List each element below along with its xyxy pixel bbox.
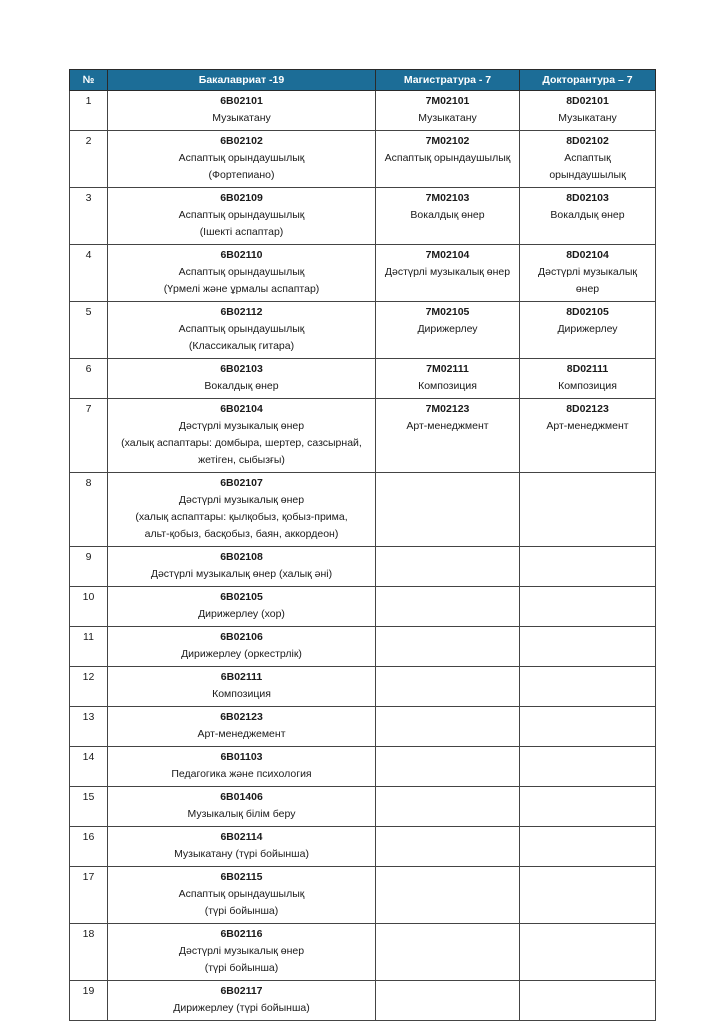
master-cell: [376, 787, 520, 827]
row-number: 7: [70, 399, 108, 473]
row-number: 3: [70, 188, 108, 245]
doctorate-cell: [520, 399, 656, 473]
master-cell: [376, 302, 520, 359]
doctorate-code: 8D02123: [566, 403, 609, 415]
bachelor-code: 6В02117: [220, 985, 263, 997]
doctorate-cell: [520, 924, 656, 981]
bachelor-name: Дирижерлеу (түрі бойынша): [173, 1002, 310, 1014]
doctorate-cell: [520, 667, 656, 707]
bachelor-cell: [108, 667, 376, 707]
doctorate-code: 8D02103: [566, 192, 609, 204]
table-body: [70, 91, 656, 1021]
bachelor-name: Аспаптық орындаушылық (Ішекті аспаптар): [178, 209, 305, 238]
bachelor-code: 6В02102: [220, 135, 263, 147]
master-code: 7М02101: [425, 95, 470, 107]
doctorate-cell: [520, 587, 656, 627]
header-master: Магистратура - 7: [376, 70, 520, 91]
master-code: 7М02103: [425, 192, 470, 204]
row-number: 13: [70, 707, 108, 747]
bachelor-code: 6В02114: [220, 831, 263, 843]
bachelor-code: 6В02123: [220, 711, 263, 723]
master-cell: [376, 587, 520, 627]
row-number: 9: [70, 547, 108, 587]
bachelor-code: 6В02108: [220, 551, 263, 563]
table-row: [70, 399, 656, 473]
bachelor-name: Композиция: [212, 688, 271, 700]
bachelor-cell: [108, 399, 376, 473]
master-cell: [376, 91, 520, 131]
table-row: [70, 302, 656, 359]
header-num: №: [70, 70, 108, 91]
bachelor-code: 6В02103: [220, 363, 263, 375]
doctorate-code: 8D02111: [566, 363, 609, 375]
table-row: [70, 131, 656, 188]
bachelor-cell: [108, 747, 376, 787]
doctorate-name: Аспаптық орындаушылық: [549, 152, 626, 181]
row-number: 11: [70, 627, 108, 667]
bachelor-name: Музыкалық білім беру: [187, 808, 296, 820]
doctorate-cell: [520, 188, 656, 245]
master-code: 7М02111: [426, 363, 469, 375]
bachelor-name: Дирижерлеу (оркестрлік): [181, 648, 302, 660]
table-row: [70, 747, 656, 787]
master-cell: [376, 359, 520, 399]
row-number: 17: [70, 867, 108, 924]
bachelor-code: 6В02109: [220, 192, 263, 204]
bachelor-cell: [108, 91, 376, 131]
master-cell: [376, 399, 520, 473]
bachelor-cell: [108, 188, 376, 245]
bachelor-cell: [108, 924, 376, 981]
bachelor-code: 6В02107: [220, 477, 263, 489]
master-cell: [376, 667, 520, 707]
bachelor-cell: [108, 981, 376, 1021]
master-cell: [376, 131, 520, 188]
doctorate-code: 8D02105: [566, 306, 609, 318]
row-number: 2: [70, 131, 108, 188]
table-row: [70, 707, 656, 747]
bachelor-cell: [108, 359, 376, 399]
bachelor-code: 6В02111: [220, 671, 263, 683]
doctorate-code: 8D02101: [566, 95, 609, 107]
bachelor-cell: [108, 707, 376, 747]
header-row: [70, 70, 656, 91]
table-row: [70, 981, 656, 1021]
row-number: 5: [70, 302, 108, 359]
table-row: [70, 924, 656, 981]
master-cell: [376, 827, 520, 867]
doctorate-name: Композиция: [558, 380, 617, 392]
doctorate-name: Арт-менеджмент: [546, 420, 629, 432]
table-row: [70, 587, 656, 627]
master-name: Дәстүрлі музыкалық өнер: [384, 266, 511, 278]
bachelor-name: Аспаптық орындаушылық (Классикалық гитара): [178, 323, 305, 352]
bachelor-name: Педагогика және психология: [171, 768, 312, 780]
doctorate-cell: [520, 707, 656, 747]
master-name: Вокалдық өнер: [410, 209, 485, 221]
bachelor-name: Дирижерлеу (хор): [198, 608, 285, 620]
doctorate-cell: [520, 547, 656, 587]
master-name: Арт-менеджмент: [406, 420, 489, 432]
master-name: Композиция: [418, 380, 477, 392]
bachelor-cell: [108, 627, 376, 667]
doctorate-name: Вокалдық өнер: [550, 209, 625, 221]
doctorate-cell: [520, 91, 656, 131]
bachelor-code: 6В01406: [220, 791, 263, 803]
bachelor-cell: [108, 245, 376, 302]
bachelor-cell: [108, 827, 376, 867]
bachelor-cell: [108, 473, 376, 547]
bachelor-name: Дәстүрлі музыкалық өнер (халық аспаптары: домбыра, шертер, сазсырнай, жетіген, сыбызғы): [121, 420, 362, 466]
bachelor-cell: [108, 787, 376, 827]
master-code: 7М02104: [425, 249, 470, 261]
bachelor-cell: [108, 867, 376, 924]
table-row: [70, 473, 656, 547]
doctorate-cell: [520, 787, 656, 827]
row-number: 10: [70, 587, 108, 627]
bachelor-code: 6В02112: [220, 306, 263, 318]
doctorate-cell: [520, 627, 656, 667]
header-doctorate: Докторантура – 7: [520, 70, 656, 91]
table-row: [70, 547, 656, 587]
bachelor-name: Вокалдық өнер: [204, 380, 279, 392]
doctorate-cell: [520, 302, 656, 359]
row-number: 15: [70, 787, 108, 827]
programs-table: [69, 69, 656, 1021]
master-cell: [376, 627, 520, 667]
bachelor-cell: [108, 547, 376, 587]
bachelor-code: 6В02106: [220, 631, 263, 643]
doctorate-name: Дәстүрлі музыкалық өнер: [538, 266, 637, 295]
row-number: 16: [70, 827, 108, 867]
master-cell: [376, 547, 520, 587]
doctorate-cell: [520, 359, 656, 399]
bachelor-name: Дәстүрлі музыкалық өнер (түрі бойынша): [178, 945, 305, 974]
row-number: 1: [70, 91, 108, 131]
bachelor-code: 6В02115: [220, 871, 263, 883]
bachelor-cell: [108, 302, 376, 359]
bachelor-code: 6В02105: [220, 591, 263, 603]
master-name: Аспаптық орындаушылық: [384, 152, 511, 164]
bachelor-name: Дәстүрлі музыкалық өнер (халық әні): [150, 568, 333, 580]
doctorate-code: 8D02104: [566, 249, 609, 261]
table-row: [70, 787, 656, 827]
doctorate-cell: [520, 131, 656, 188]
bachelor-name: Арт-менеджемент: [197, 728, 286, 740]
table-row: [70, 827, 656, 867]
row-number: 6: [70, 359, 108, 399]
master-cell: [376, 867, 520, 924]
table-row: [70, 667, 656, 707]
doctorate-cell: [520, 473, 656, 547]
master-cell: [376, 245, 520, 302]
table-row: [70, 359, 656, 399]
bachelor-name: Аспаптық орындаушылық (Фортепиано): [178, 152, 305, 181]
doctorate-cell: [520, 245, 656, 302]
bachelor-code: 6В02110: [220, 249, 263, 261]
bachelor-cell: [108, 587, 376, 627]
bachelor-code: 6В02116: [220, 928, 263, 940]
master-cell: [376, 707, 520, 747]
table-row: [70, 867, 656, 924]
header-bachelor: Бакалавриат -19: [108, 70, 376, 91]
bachelor-name: Аспаптық орындаушылық (түрі бойынша): [178, 888, 305, 917]
table-row: [70, 245, 656, 302]
row-number: 4: [70, 245, 108, 302]
table-row: [70, 188, 656, 245]
row-number: 14: [70, 747, 108, 787]
row-number: 12: [70, 667, 108, 707]
table-row: [70, 627, 656, 667]
doctorate-code: 8D02102: [566, 135, 609, 147]
master-cell: [376, 747, 520, 787]
bachelor-name: Дәстүрлі музыкалық өнер (халық аспаптары: қылқобыз, қобыз-прима, альт-қобыз, басқобыз, баян, аккордеон): [135, 494, 348, 540]
row-number: 19: [70, 981, 108, 1021]
doctorate-name: Дирижерлеу: [557, 323, 618, 335]
doctorate-cell: [520, 981, 656, 1021]
doctorate-cell: [520, 747, 656, 787]
bachelor-name: Аспаптық орындаушылық (Үрмелі және ұрмалы аспаптар): [163, 266, 320, 295]
master-code: 7М02123: [425, 403, 470, 415]
bachelor-name: Музыкатану: [212, 112, 271, 124]
master-cell: [376, 981, 520, 1021]
row-number: 18: [70, 924, 108, 981]
row-number: 8: [70, 473, 108, 547]
doctorate-name: Музыкатану: [558, 112, 617, 124]
bachelor-code: 6В01103: [220, 751, 263, 763]
bachelor-code: 6В02101: [220, 95, 263, 107]
bachelor-code: 6В02104: [220, 403, 263, 415]
table-row: [70, 91, 656, 131]
master-code: 7М02102: [425, 135, 470, 147]
bachelor-cell: [108, 131, 376, 188]
master-cell: [376, 188, 520, 245]
doctorate-cell: [520, 827, 656, 867]
doctorate-cell: [520, 867, 656, 924]
master-cell: [376, 473, 520, 547]
master-code: 7М02105: [425, 306, 470, 318]
table-header: [70, 70, 656, 91]
master-cell: [376, 924, 520, 981]
master-name: Музыкатану: [418, 112, 477, 124]
bachelor-name: Музыкатану (түрі бойынша): [174, 848, 309, 860]
master-name: Дирижерлеу: [417, 323, 478, 335]
